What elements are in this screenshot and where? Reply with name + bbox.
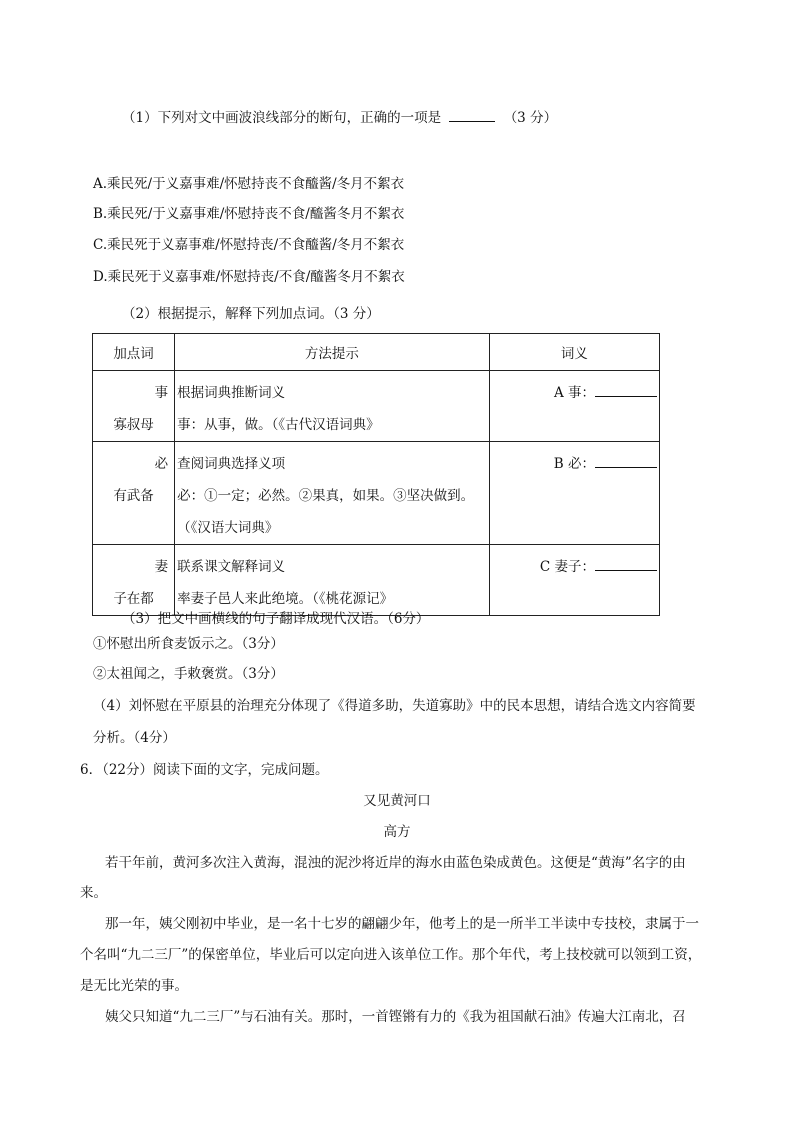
word-line1: 必 [154,456,169,472]
hint-line1: 根据词典推断词义 [177,385,286,401]
meaning-label: C 妻子： [539,559,595,575]
word-line1: 事 [154,385,169,401]
q4-line1: （4）刘怀慰在平原县的治理充分体现了《得道多助，失道寡助》中的民本思想，请结合选文内容简要 [93,698,696,714]
hint-cell [175,545,490,616]
word-line2: 寡叔母 [113,417,154,433]
hint-line1: 查阅词典选择义项 [177,456,286,472]
meaning-cell [489,371,659,442]
hint-cell [175,442,490,545]
paragraph-line: 是无比光荣的事。 [80,978,188,994]
answer-blank [595,382,657,397]
header-meaning: 词义 [489,334,659,371]
answer-blank [595,453,657,468]
q4-line2: 分析。（4分） [93,730,176,746]
q3-prompt: （3）把文中画横线的句子翻译成现代汉语。（6分） [122,611,430,627]
meaning-label: A 事： [553,385,595,401]
answer-blank [595,556,657,571]
table-row [93,545,660,616]
table-row [93,371,660,442]
header-hint: 方法提示 [175,334,490,371]
paragraph-line: 来。 [80,885,107,901]
meaning-cell [489,442,659,545]
meaning-cell [489,545,659,616]
paragraph-line: 那一年，姨父刚初中毕业，是一名十七岁的翩翩少年，他考上的是一所半工半读中专技校，隶属于一 [105,916,699,932]
option-a: A.乘民死/于义嘉事难/怀慰持丧不食醯酱/冬月不絮衣 [93,176,405,192]
word-cell [93,371,175,442]
word-line2: 子在都 [113,591,154,607]
table-header-row [93,334,660,371]
word-cell [93,545,175,616]
hint-cell [175,371,490,442]
option-d: D.乘民死于义嘉事难/怀慰持丧/不食/醯酱冬月不絮衣 [93,269,405,285]
word-line2: 有武备 [113,488,154,504]
vocab-table [92,333,660,616]
word-line1: 妻 [154,559,169,575]
q2-prompt: （2）根据提示，解释下列加点词。（3 分） [122,306,380,322]
hint-line2: 必：①一定；必然。②果真，如果。③坚决做到。 [177,488,475,504]
table-row [93,442,660,545]
q1-prompt [122,107,557,128]
option-b: B.乘民死/于义嘉事难/怀慰持丧不食/醯酱冬月不絮衣 [93,206,405,222]
hint-line2: 率妻子邑人来此绝境。（《桃花源记》 [177,591,394,607]
article-author: 高方 [383,824,411,840]
q3-item-1: ①怀慰出所食麦饭示之。（3分） [93,636,284,652]
meaning-label: B 必： [553,456,595,472]
header-word: 加点词 [93,334,175,371]
hint-line2: 事：从事，做。（《古代汉语词典》 [177,417,380,433]
hint-line3: （《汉语大词典》 [177,520,279,536]
word-cell [93,442,175,545]
paragraph-line: 姨父只知道“九二三厂”与石油有关。那时，一首铿锵有力的《我为祖国献石油》传遍大江南北，召 [105,1009,686,1025]
q6-heading: 6．（22分）阅读下面的文字，完成问题。 [80,762,329,778]
answer-blank [449,107,495,122]
option-c: C.乘民死于义嘉事难/怀慰持丧/不食醯酱/冬月不絮衣 [93,237,405,253]
article-title: 又见黄河口 [363,793,431,809]
paragraph-line: 个名叫“九二三厂”的保密单位，毕业后可以定向进入该单位工作。那个年代，考上技校就可以领到工资， [80,947,702,963]
hint-line1: 联系课文解释词义 [177,559,286,575]
q1-prompt-text: （1）下列对文中画波浪线部分的断句，正确的一项是 [122,110,442,126]
q3-item-2: ②太祖闻之，手敕褒赏。（3分） [93,666,284,682]
q1-score: （3 分） [503,110,558,126]
paragraph-line: 若干年前，黄河多次注入黄海，混浊的泥沙将近岸的海水由蓝色染成黄色。这便是“黄海”名字的由 [105,855,686,871]
